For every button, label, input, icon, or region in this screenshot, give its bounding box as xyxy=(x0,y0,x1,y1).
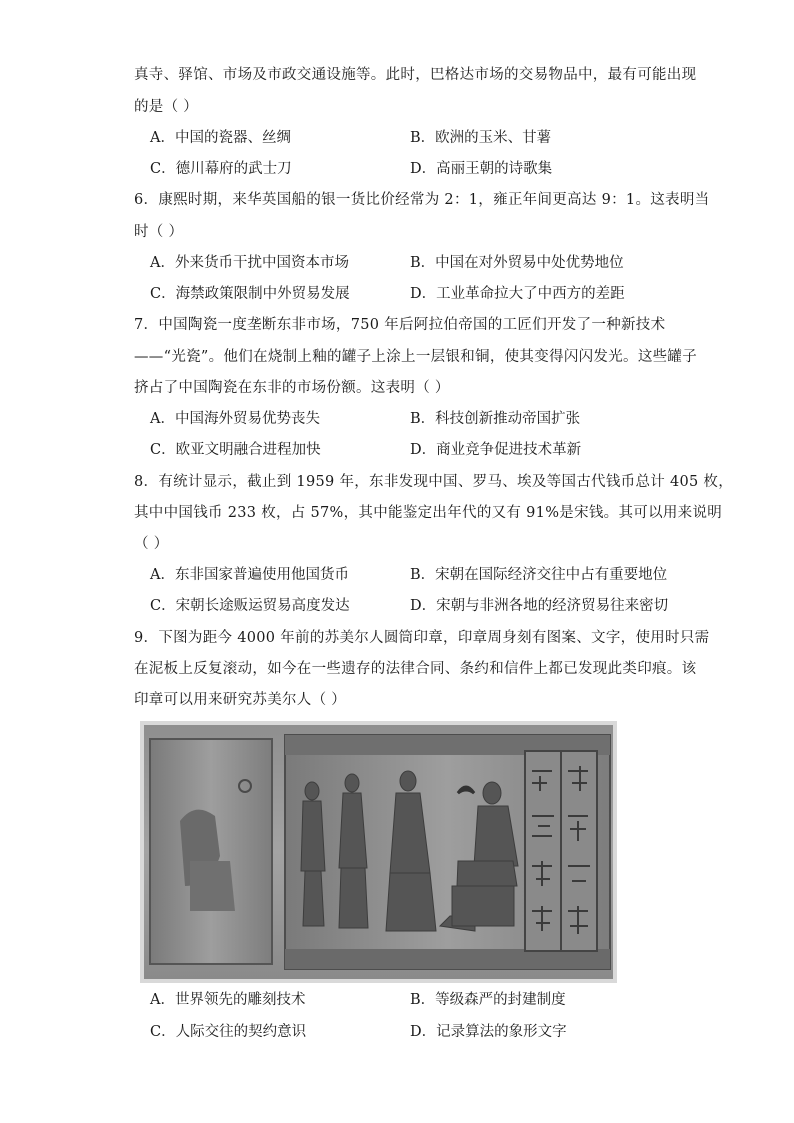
q8-option-a[interactable]: A．东非国家普遍使用他国货币 xyxy=(150,567,349,583)
q9-stem-line-3: 印章可以用来研究苏美尔人（ ） xyxy=(134,692,347,708)
q8-option-c[interactable]: C．宋朝长途贩运贸易高度发达 xyxy=(150,598,350,614)
q6-stem-line-1: 6．康熙时期，来华英国船的银一货比价经常为 2：1，雍正年间更高达 9：1。这表明当 xyxy=(134,192,710,208)
q6-option-a[interactable]: A．外来货币干扰中国资本市场 xyxy=(150,255,349,271)
q7-option-d[interactable]: D．商业竞争促进技术革新 xyxy=(410,442,582,458)
q5-option-b[interactable]: B．欧洲的玉米、甘薯 xyxy=(410,130,552,146)
q5-option-c[interactable]: C．德川幕府的武士刀 xyxy=(150,161,292,177)
q6-option-c[interactable]: C．海禁政策限制中外贸易发展 xyxy=(150,286,350,302)
q9-option-a[interactable]: A．世界领先的雕刻技术 xyxy=(150,992,306,1008)
q7-stem-line-2: ——“光瓷”。他们在烧制上釉的罐子上涂上一层银和铜，使其变得闪闪发光。这些罐子 xyxy=(134,349,698,365)
q9-option-c[interactable]: C．人际交往的契约意识 xyxy=(150,1024,307,1040)
q7-option-b[interactable]: B．科技创新推动帝国扩张 xyxy=(410,411,581,427)
q9-stem-line-2: 在泥板上反复滚动，如今在一些遗存的法律合同、条约和信件上都已发现此类印痕。该 xyxy=(134,661,697,677)
q8-stem-line-2: 其中中国钱币 233 枚，占 57%，其中能鉴定出年代的又有 91%是宋钱。其可以用来说明 xyxy=(134,505,723,521)
sumerian-cylinder-seal-image xyxy=(140,721,617,983)
q7-stem-line-3: 挤占了中国陶瓷在东非的市场份额。这表明（ ） xyxy=(134,380,450,396)
q5-option-d[interactable]: D．高丽王朝的诗歌集 xyxy=(410,161,553,177)
q8-option-d[interactable]: D．宋朝与非洲各地的经济贸易往来密切 xyxy=(410,598,669,614)
q7-option-a[interactable]: A．中国海外贸易优势丧失 xyxy=(150,411,320,427)
q5-stem-line-2: 的是（ ） xyxy=(134,99,199,115)
q9-option-b[interactable]: B．等级森严的封建制度 xyxy=(410,992,566,1008)
q5-option-a[interactable]: A．中国的瓷器、丝绸 xyxy=(150,130,291,146)
q8-stem-line-3: （ ） xyxy=(134,536,169,552)
q8-stem-line-1: 8．有统计显示，截止到 1959 年，东非发现中国、罗马、埃及等国古代钱币总计 405 枚， xyxy=(134,474,734,490)
q9-option-d[interactable]: D．记录算法的象形文字 xyxy=(410,1024,567,1040)
q6-option-d[interactable]: D．工业革命拉大了中西方的差距 xyxy=(410,286,625,302)
q9-stem-line-1: 9．下图为距今 4000 年前的苏美尔人圆筒印章，印章周身刻有图案、文字，使用时只需 xyxy=(134,630,710,646)
q7-stem-line-1: 7．中国陶瓷一度垄断东非市场，750 年后阿拉伯帝国的工匠们开发了一种新技术 xyxy=(134,317,666,333)
q5-stem-line-1: 真寺、驿馆、市场及市政交通设施等。此时，巴格达市场的交易物品中，最有可能出现 xyxy=(134,67,697,83)
q7-option-c[interactable]: C．欧亚文明融合进程加快 xyxy=(150,442,321,458)
q6-option-b[interactable]: B．中国在对外贸易中处优势地位 xyxy=(410,255,624,271)
q6-stem-line-2: 时（ ） xyxy=(134,224,184,240)
q8-option-b[interactable]: B．宋朝在国际经济交往中占有重要地位 xyxy=(410,567,668,583)
